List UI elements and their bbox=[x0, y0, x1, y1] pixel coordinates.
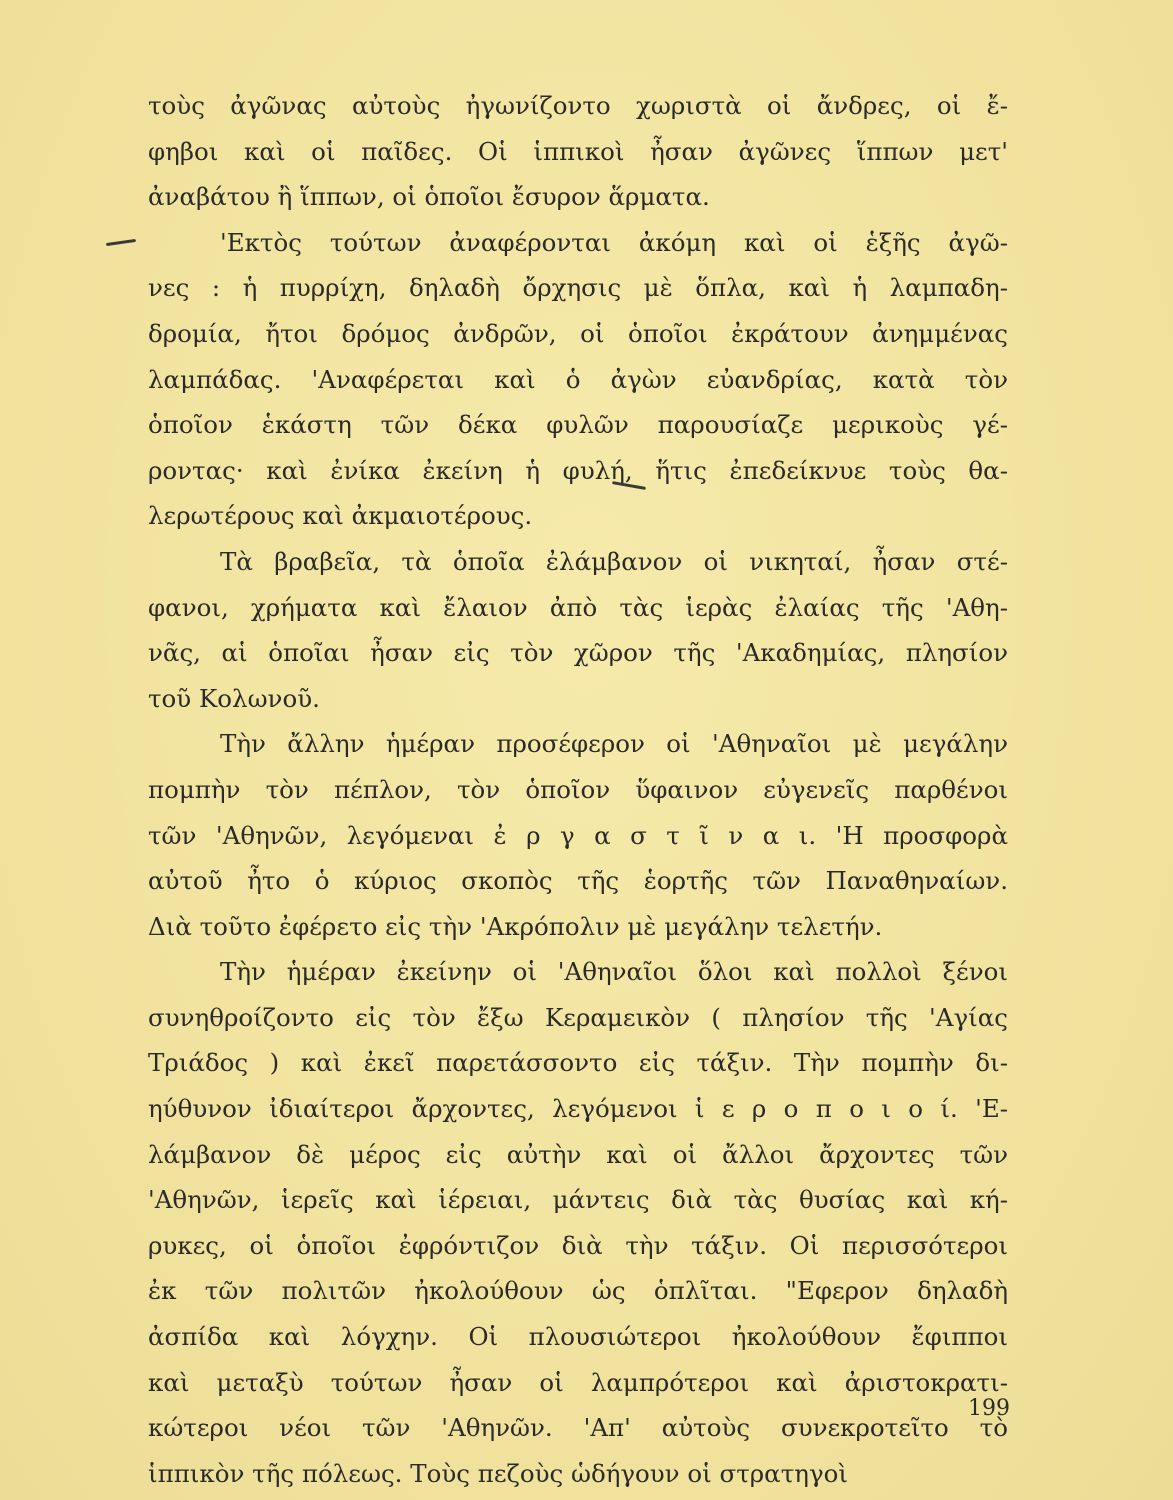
text-line: δρομία, ἤτοι δρόμος ἀνδρῶν, οἱ ὁποῖοι ἐκράτουν ἀνημμένας bbox=[148, 318, 1008, 348]
text-line: ρυκες, οἱ ὁποῖοι ἐφρόντιζον διὰ τὴν τάξιν. Οἱ περισσότεροι bbox=[148, 1230, 1008, 1260]
text-line: Διὰ τοῦτο ἐφέρετο εἰς τὴν 'Ακρόπολιν μὲ μεγάλην τελετήν. bbox=[148, 911, 883, 941]
text-line: ὁποῖον ἑκάστη τῶν δέκα φυλῶν παρουσίαζε μερικοὺς γέ- bbox=[148, 410, 1008, 440]
text-line: λάμβανον δὲ μέρος εἰς αὐτὴν καὶ οἱ ἄλλοι ἄρχοντες τῶν bbox=[148, 1139, 1008, 1169]
body-text bbox=[148, 83, 1008, 1496]
text-line: Τὴν ἡμέραν ἐκείνην οἱ 'Αθηναῖοι ὅλοι καὶ πολλοὶ ξένοι bbox=[220, 957, 1008, 987]
text-line: τοῦ Κολωνοῦ. bbox=[148, 683, 320, 713]
text-line: ἐκ τῶν πολιτῶν ἠκολούθουν ὡς ὁπλῖται. "Εφερον δηλαδὴ bbox=[148, 1276, 1008, 1306]
text-line: αὐτοῦ ἦτο ὁ κύριος σκοπὸς τῆς ἑορτῆς τῶν Παναθηναίων. bbox=[148, 866, 1008, 896]
text-line: ηύθυνον ἰδιαίτεροι ἄρχοντες, λεγόμενοι ἱ ε ρ ο π ο ι ο ί. 'Ε- bbox=[148, 1094, 1008, 1124]
text-line: 'Αθηνῶν, ἱερεῖς καὶ ἱέρειαι, μάντεις διὰ τὰς θυσίας καὶ κή- bbox=[148, 1185, 1008, 1215]
text-line: ἀσπίδα καὶ λόγχην. Οἱ πλουσιώτεροι ἠκολούθουν ἔφιπποι bbox=[148, 1322, 1008, 1352]
text-line: νᾶς, αἱ ὁποῖαι ἦσαν εἰς τὸν χῶρον τῆς 'Ακαδημίας, πλησίον bbox=[148, 638, 1008, 668]
text-line: τῶν 'Αθηνῶν, λεγόμεναι ἐ ρ γ α σ τ ῖ ν α ι. 'Η προσφορὰ bbox=[148, 820, 1008, 850]
margin-pencil-mark-top bbox=[106, 239, 136, 246]
text-line: πομπὴν τὸν πέπλον, τὸν ὁποῖον ὕφαινον εὐγενεῖς παρθένοι bbox=[148, 774, 1008, 804]
text-line: Τριάδος ) καὶ ἐκεῖ παρετάσσοντο εἰς τάξιν. Τὴν πομπὴν δι- bbox=[148, 1048, 1008, 1078]
page-number: 199 bbox=[968, 1396, 1010, 1421]
text-line: Τὴν ἄλλην ἡμέραν προσέφερον οἱ 'Αθηναῖοι μὲ μεγάλην bbox=[220, 729, 1008, 759]
text-line: φανοι, χρήματα καὶ ἔλαιον ἀπὸ τὰς ἱερὰς ἐλαίας τῆς 'Αθη- bbox=[148, 592, 1008, 622]
text-line: Τὰ βραβεῖα, τὰ ὁποῖα ἐλάμβανον οἱ νικηταί, ἦσαν στέ- bbox=[220, 546, 1008, 576]
text-line: καὶ μεταξὺ τούτων ἦσαν οἱ λαμπρότεροι καὶ ἀριστοκρατι- bbox=[148, 1367, 1008, 1397]
text-line: κώτεροι νέοι τῶν 'Αθηνῶν. 'Απ' αὐτοὺς συνεκροτεῖτο τὸ bbox=[148, 1413, 1008, 1443]
text-line: νες : ἡ πυρρίχη, δηλαδὴ ὄρχησις μὲ ὅπλα, καὶ ἡ λαμπαδη- bbox=[148, 273, 1008, 303]
text-line: φηβοι καὶ οἱ παῖδες. Οἱ ἱππικοὶ ἦσαν ἀγῶνες ἵππων μετ' bbox=[148, 136, 1008, 166]
text-line: ἀναβάτου ἢ ἵππων, οἱ ὁποῖοι ἔσυρον ἅρματα. bbox=[148, 182, 710, 212]
text-line: ροντας· καὶ ἐνίκα ἐκείνη ἡ φυλή, ἥτις ἐπεδείκνυε τοὺς θα- bbox=[148, 455, 1008, 485]
text-line: συνηθροίζοντο εἰς τὸν ἔξω Κεραμεικὸν ( πλησίον τῆς 'Αγίας bbox=[148, 1002, 1008, 1032]
text-line: ἱππικὸν τῆς πόλεως. Τοὺς πεζοὺς ὡδήγουν οἱ στρατηγοὶ bbox=[148, 1458, 848, 1488]
text-line: 'Εκτὸς τούτων ἀναφέρονται ἀκόμη καὶ οἱ ἑξῆς ἀγῶ- bbox=[220, 227, 1008, 257]
text-line: λερωτέρους καὶ ἀκμαιοτέρους. bbox=[148, 501, 533, 531]
text-line: τοὺς ἀγῶνας αὐτοὺς ἠγωνίζοντο χωριστὰ οἱ ἄνδρες, οἱ ἔ- bbox=[148, 91, 1008, 120]
text-line: λαμπάδας. 'Αναφέρεται καὶ ὁ ἀγὼν εὐανδρίας, κατὰ τὸν bbox=[148, 364, 1008, 394]
